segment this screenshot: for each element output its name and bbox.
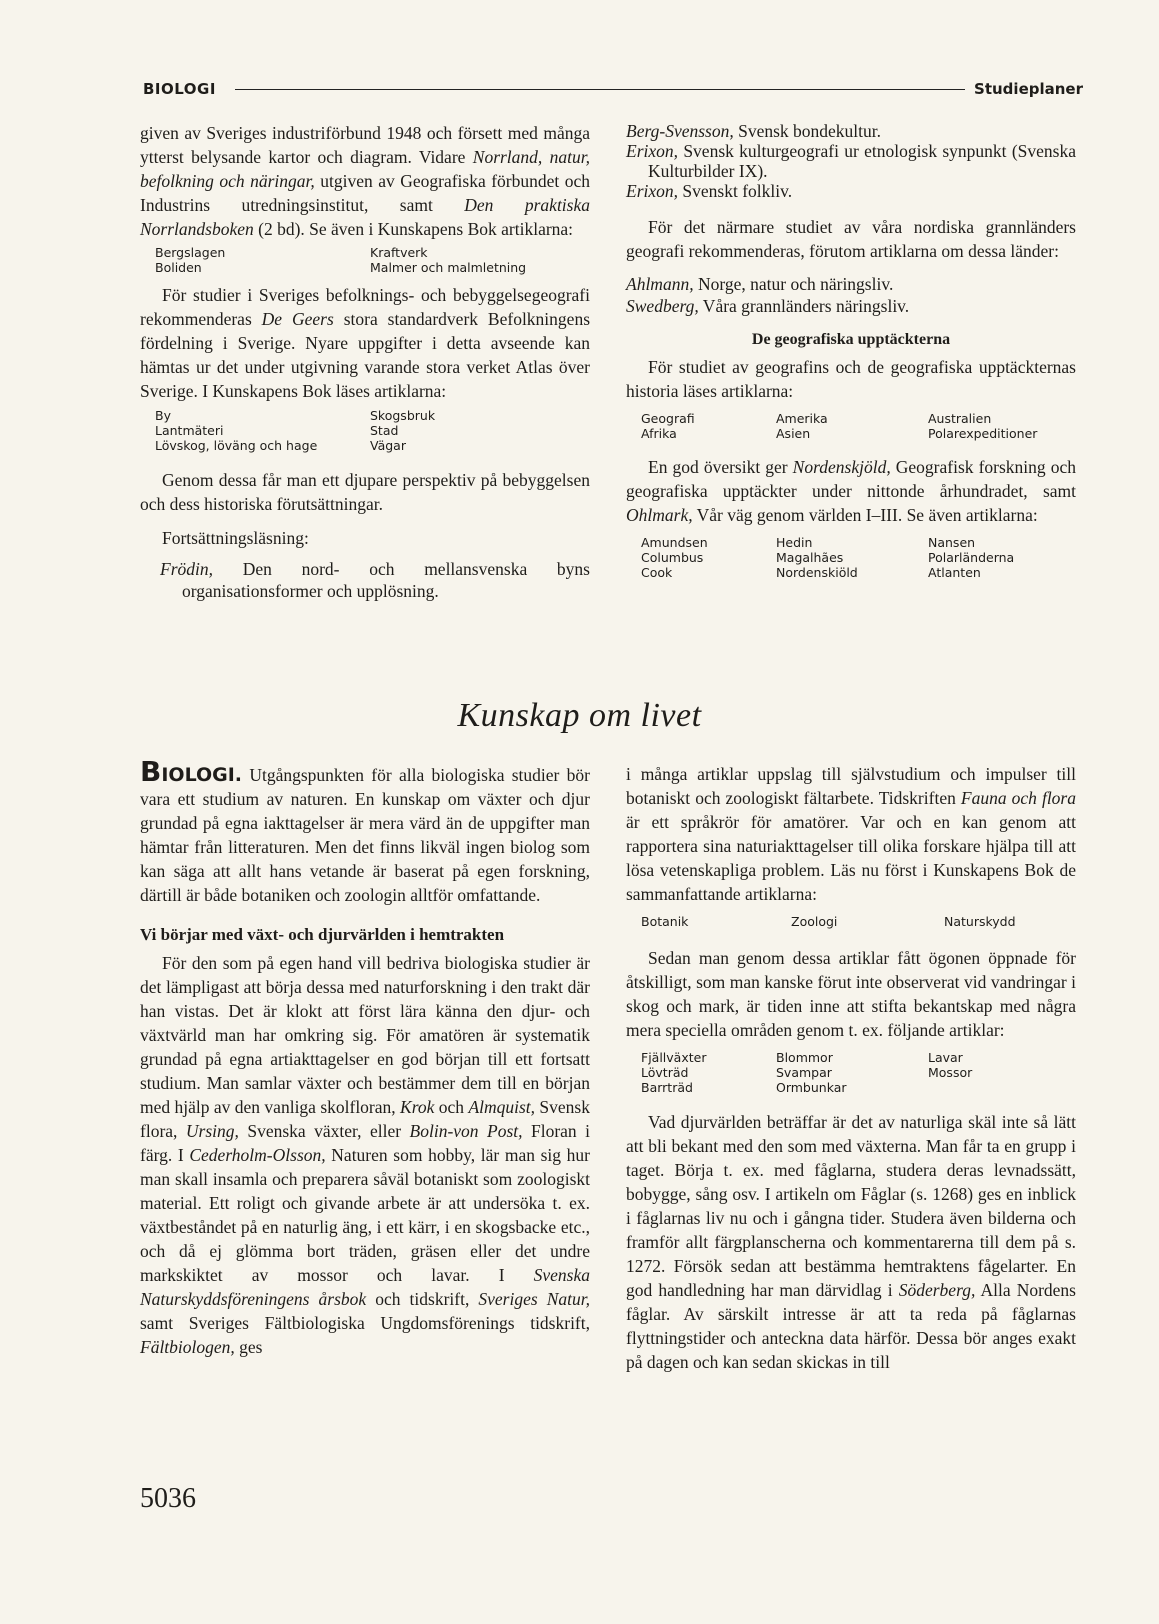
page-number: 5036: [140, 1483, 196, 1514]
article-list: [140, 408, 590, 458]
reference: Frödin, Den nord- och mellansvenska byns organisationsformer och upplösning.: [160, 559, 590, 601]
drop-cap: B: [140, 755, 162, 788]
list-item: Malmer och malmletning: [370, 260, 527, 275]
list-item: Svampar: [776, 1065, 832, 1080]
list-item: Columbus: [641, 550, 704, 565]
list-item: Australien: [928, 411, 992, 426]
list-item: Lövskog, löväng och hage: [155, 438, 318, 453]
article-list: [626, 914, 1076, 932]
list-item: Stad: [370, 423, 399, 438]
paragraph: Sedan man genom dessa artiklar fått ögonen öppnade för åtskilligt, som man kanske förut inte observerat vid vandringar i skog och mark, är tiden inne att stifta bekantskap med några mera speciella områden genom t. ex. följande artiklar:: [626, 948, 1076, 1040]
paragraph: Vad djurvärlden beträffar är det av naturliga skäl inte så lätt att bli bekant med den som med växterna. Man får ta en grupp i taget. Börja t. ex. med fåglarna, studera deras levnadssätt, bobygge, sång osv. I artikeln om Fåglar (s. 1268) ges en inblick i fåglarnas liv nu och i gångna tider. Studera även bilderna och framför allt färgplanscherna och kommentarerna till dem på s. 1272. Försök sedan att bestämma hemtraktens fågelarter. En god handledning har man därvidlag i Söderberg, Alla Nordens fåglar. Av särskilt intresse är att ta reda på fåglarnas flyttningstider och anteckna data härför. Dessa bör anges exakt på dagen och kan sedan skickas in till: [626, 1112, 1076, 1372]
header-rule: [235, 89, 965, 90]
paragraph: i många artiklar uppslag till självstudium och impulser till botaniskt och zoologiskt fältarbete. Tidskriften Fauna och flora är ett språkrör för amatörer. Var och en kan genom att rapportera sina naturiakttagelser till olika forskare hjälpa till att lösa vetenskapliga problem. Läs nu först i Kunskapens Bok de sammanfattande artiklarna:: [626, 764, 1076, 904]
reference: Swedberg, Våra grannländers näringsliv.: [626, 296, 910, 316]
list-item: Mossor: [928, 1065, 973, 1080]
list-item: Asien: [776, 426, 811, 441]
paragraph: Genom dessa får man ett djupare perspektiv på bebyggelsen och dess historiska förutsättningar.: [140, 470, 590, 514]
lower-left-column: [140, 755, 590, 1359]
reference: Erixon, Svensk kulturgeografi ur etnologisk synpunkt (Svenska Kulturbilder IX).: [626, 141, 1076, 181]
list-item: Barrträd: [641, 1080, 693, 1095]
list-item: Polarexpeditioner: [928, 426, 1038, 441]
list-item: Lövträd: [641, 1065, 689, 1080]
upper-right-column: [626, 121, 1076, 583]
paragraph: Fortsättningsläsning:: [162, 528, 309, 548]
list-item: Geografi: [641, 411, 695, 426]
list-item: Kraftverk: [370, 245, 428, 260]
list-item: Atlanten: [928, 565, 981, 580]
list-item: Blommor: [776, 1050, 833, 1065]
paragraph: För studier i Sveriges befolknings- och bebyggelsegeografi rekommenderas De Geers stora standardverk Befolkningens fördelning i Sverige. Nyare uppgifter i detta avseende kan hämtas ur det under utgivning varande stora verket Atlas över Sverige. I Kunskapens Bok läses artiklarna:: [140, 285, 591, 401]
subheading: Vi börjar med växt- och djurvärlden i hemtrakten: [140, 925, 505, 944]
list-item: Hedin: [776, 535, 813, 550]
article-list: [140, 245, 590, 279]
section-heading: De geografiska upptäckterna: [751, 331, 951, 348]
paragraph: För den som på egen hand vill bedriva biologiska studier är det lämpligast att börja dessa med naturforskning i den trakt där han vistas. Det är klokt att först lära känna den djur- och växtvärld man har omkring sig. För amatören är systematik grundad på egna artiakttagelser en god början till ett fortsatt studium. Man samlar växter och bestämmer dem till en början med hjälp av den vanliga skolfloran, Krok och Almquist, Svensk flora, Ursing, Svenska växter, eller Bolin-von Post, Floran i färg. I Cederholm-Olsson, Naturen som hobby, lär man sig hur man skall insamla och preparera såväl botaniskt som zoologiskt material. Ett roligt och givande arbete är att undersöka t. ex. växtbeståndet på en naturlig äng, i ett kärr, i en skogsbacke etc., och då ej glömma bort träden, gräsen eller det undre markskiktet av mossor och lavar. I Svenska Naturskyddsföreningens årsbok och tidskrift, Sveriges Natur, samt Sveriges Fältbiologiska Ungdomsförenings tidskrift, Fältbiologen, ges: [140, 953, 590, 1357]
paragraph: För det närmare studiet av våra nordiska grannländers geografi rekommenderas, förutom artiklarna om dessa länder:: [626, 217, 1076, 261]
paragraph: given av Sveriges industriförbund 1948 och försett med många ytterst belysande kartor och diagram. Vidare Norrland, natur, befolkning och näringar, utgiven av Geografiska förbundet och Industrins utredningsinstitut, samt Den praktiska Norrlandsboken (2 bd). Se även i Kunskapens Bok artiklarna:: [140, 123, 590, 239]
paragraph: En god översikt ger Nordenskjöld, Geografisk forskning och geografiska upptäckter under nittonde århundradet, samt Ohlmark, Vår väg genom världen I–III. Se även artiklarna:: [626, 457, 1076, 525]
reference: Erixon, Svenskt folkliv.: [626, 181, 793, 201]
list-item: Ormbunkar: [776, 1080, 847, 1095]
list-item: Bergslagen: [155, 245, 226, 260]
list-item: Lavar: [928, 1050, 963, 1065]
list-item: Afrika: [641, 426, 677, 441]
list-item: Nansen: [928, 535, 976, 550]
list-item: Cook: [641, 565, 673, 580]
list-item: Lantmäteri: [155, 423, 224, 438]
article-list: [626, 535, 1076, 583]
article-list: [626, 1050, 1076, 1098]
paragraph: För studiet av geografins och de geografiska upptäckternas historia läses artiklarna:: [626, 357, 1076, 401]
section-banner: Kunskap om livet: [457, 697, 702, 734]
list-item: Zoologi: [791, 914, 838, 929]
section-title: IOLOGI.: [161, 764, 243, 786]
list-item: Boliden: [155, 260, 202, 275]
list-item: Amerika: [776, 411, 828, 426]
list-item: Fjällväxter: [641, 1050, 707, 1065]
reference: Ahlmann, Norge, natur och näringsliv.: [626, 274, 894, 294]
lower-right-column: [626, 762, 1076, 1374]
list-item: Polarländerna: [928, 550, 1015, 565]
header-section: BIOLOGI: [143, 80, 216, 98]
article-list: [626, 411, 1076, 443]
header-title: Studieplaner: [974, 80, 1083, 98]
list-item: Naturskydd: [944, 914, 1016, 929]
paragraph: BIOLOGI. Utgångspunkten för alla biologiska studier bör vara ett studium av naturen. En kunskap om växter och djur grundad på egna iakttagelser är mera värd än de uppgifter man hämtar från litteraturen. Men det finns likväl ingen biolog som kan säga att allt hans vetande är baserat på egen forskning, därtill är både botaniken och zoologin alltför omfattande.: [140, 755, 590, 905]
list-item: Vägar: [370, 438, 406, 453]
list-item: By: [155, 408, 171, 423]
running-header: [143, 80, 1083, 104]
list-item: Skogsbruk: [370, 408, 436, 423]
list-item: Botanik: [641, 914, 689, 929]
list-item: Amundsen: [641, 535, 708, 550]
list-item: Nordenskiöld: [776, 565, 858, 580]
list-item: Magalhães: [776, 550, 844, 565]
upper-left-column: [140, 121, 590, 602]
reference: Berg-Svensson, Svensk bondekultur.: [626, 121, 882, 141]
